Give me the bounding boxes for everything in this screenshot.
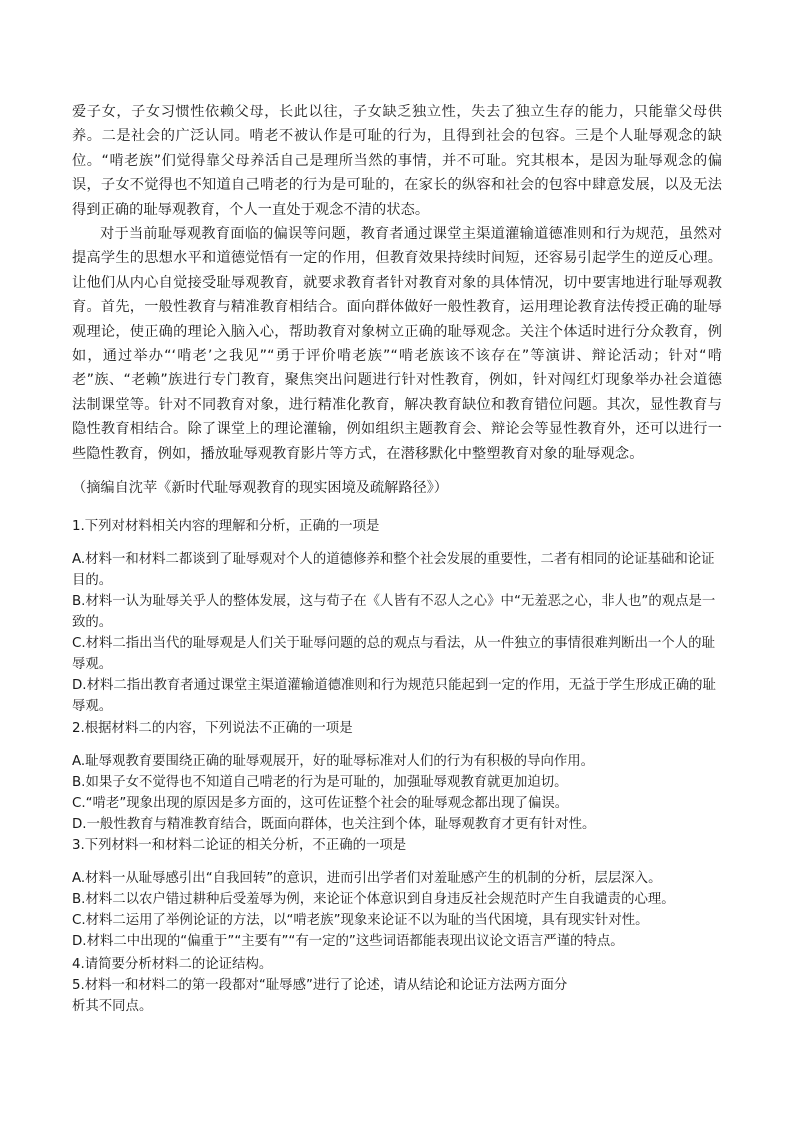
passage-paragraph-1: 爱子女，子女习惯性依赖父母，长此以往，子女缺乏独立性，失去了独立生存的能力，只能靠父母供养。二是社会的广泛认同。啃老不被认作是可耻的行为，且得到社会的包容。三是个人耻辱观念的缺位。“啃老族”们觉得靠父母养活自己是理所当然的事情，并不可耻。究其根本，是因为耻辱观念的偏误，子女不觉得也不知道自己啃老的行为是可耻的，在家长的纵容和社会的包容中肆意发展，以及无法得到正确的耻辱观教育，个人一直处于观念不清的状态。 [72,104,722,218]
question-5-stem-line-2: 析其不同点。 [72,999,153,1014]
question-3-option-d: D.材料二中出现的“偏重于”“主要有”“有一定的”这些词语都能表现出议论文语言严谨的特点。 [72,933,624,949]
question-2-option-a: A.耻辱观教育要围绕正确的耻辱观展开，好的耻辱标准对人们的行为有积极的导向作用。 [72,753,595,769]
question-2 [72,718,722,835]
question-1-option-d: D.材料二指出教育者通过课堂主渠道灌输道德准则和行为规范只能起到一定的作用，无益于学生形成正确的耻辱观。 [72,677,716,714]
question-4-stem: 4.请简要分析材料二的论证结构。 [72,957,273,972]
passage-paragraph-2: 对于当前耻辱观教育面临的偏误等问题，教育者通过课堂主渠道灌输道德准则和行为规范，虽然对提高学生的思想水平和道德觉悟有一定的作用，但教育效果持续时间短，还容易引起学生的逆反心理。让他们从内心自觉接受耻辱观教育，就要求教育者针对教育对象的具体情况，切中要害地进行耻辱观教育。首先，一般性教育与精准教育相结合。面向群体做好一般性教育，运用理论教育法传授正确的耻辱观理论，使正确的理论入脑入心，帮助教育对象树立正确的耻辱观念。关注个体适时进行分众教育，例如，通过举办“‘啃老’之我见”“勇于评价啃老族”“啃老族该不该存在”等演讲、辩论活动；针对“啃老”族、“老赖”族进行专门教育，聚焦突出问题进行针对性教育，例如，针对闯红灯现象举办社会道德法制课堂等。针对不同教育对象，进行精准化教育，解决教育缺位和教育错位问题。其次，显性教育与隐性教育相结合。除了课堂上的理论灌输，例如组织主题教育会、辩论会等显性教育外，还可以进行一些隐性教育，例如，播放耻辱观教育影片等方式，在潜移默化中整塑教育对象的耻辱观念。 [72,226,722,462]
question-1-stem: 1.下列对材料相关内容的理解和分析，正确的一项是 [72,519,380,534]
question-3-options [72,868,722,952]
question-3-stem: 3.下列材料一和材料二论证的相关分析，不正确的一项是 [72,838,407,853]
question-1-option-c: C.材料二指出当代的耻辱观是人们关于耻辱问题的总的观点与看法，从一件独立的事情很难判断出一个人的耻辱观。 [72,635,715,672]
question-3 [72,835,722,952]
question-1-option-a: A.材料一和材料二都谈到了耻辱观对个人的道德修养和整个社会发展的重要性，二者有相同的论证基础和论证目的。 [72,551,715,588]
question-2-option-c: C.“啃老”现象出现的原因是多方面的，这可佐证整个社会的耻辱观念都出现了偏误。 [72,795,569,811]
question-1-option-b: B.材料一认为耻辱关乎人的整体发展，这与荀子在《人皆有不忍人之心》中“无羞恶之心，非人也”的观点是一致的。 [72,593,716,630]
question-5 [72,975,722,1017]
question-1-options [72,549,722,717]
question-2-stem: 2.根据材料二的内容，下列说法不正确的一项是 [72,721,353,736]
question-2-options [72,751,722,835]
question-2-option-b: B.如果子女不觉得也不知道自己啃老的行为是可耻的，加强耻辱观教育就更加迫切。 [72,774,568,790]
question-2-option-d: D.一般性教育与精准教育结合，既面向群体，也关注到个体，耻辱观教育才更有针对性。 [72,816,596,832]
question-5-stem-line-1: 5.材料一和材料二的第一段都对“耻辱感”进行了论述，请从结论和论证方法两方面分 [72,978,568,993]
question-3-option-b: B.材料二以农户错过耕种后受羞辱为例，来论证个体意识到自身违反社会规范时产生自我谴责的心理。 [72,891,675,907]
question-3-option-a: A.材料一从耻辱感引出“自我回转”的意识，进而引出学者们对羞耻感产生的机制的分析，层层深入。 [72,870,662,886]
question-1 [72,516,722,717]
question-3-option-c: C.材料二运用了举例论证的方法，以“啃老族”现象来论证不以为耻的当代困境，具有现实针对性。 [72,912,649,928]
passage-source: （摘编自沈苹《新时代耻辱观教育的现实困境及疏解路径》） [72,480,448,496]
